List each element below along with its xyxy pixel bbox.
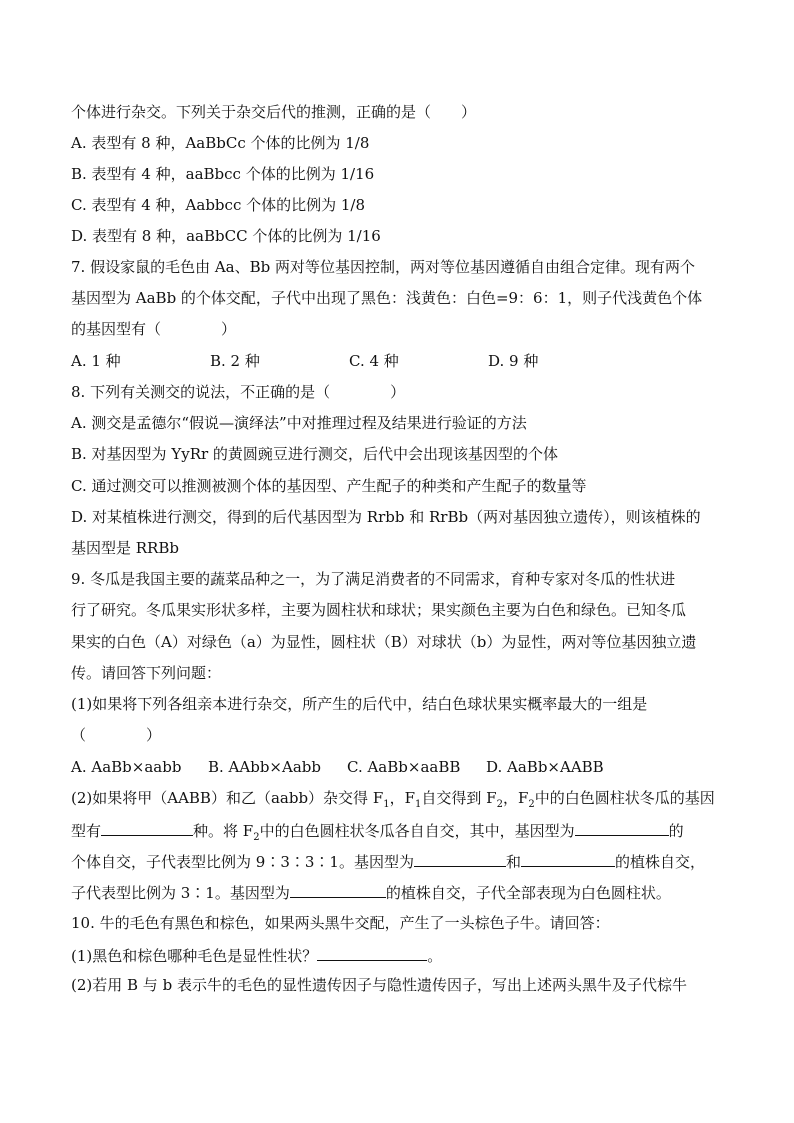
answer-blank[interactable]	[521, 850, 615, 867]
q9-sub2-line-1: (2)如果将甲（AABB）和乙（aabb）杂交得 $F_1$，$F_1$自交得到 $F_2$，$F_2$中的白色圆柱状冬瓜的基因	[71, 789, 715, 810]
q10-sub2: (2)若用 B 与 b 表示牛的毛色的显性遗传因子与隐性遗传因子，写出上述两头黑牛及子代棕牛	[71, 976, 687, 994]
q6-option-c: C. 表型有 4 种，Aabbcc 个体的比例为 1/8	[71, 196, 366, 214]
q7-option-d: D. 9 种	[488, 352, 539, 370]
q9-line-4: 传。请回答下列问题：	[71, 664, 222, 682]
q9-sub2-line-2: 型有 种。将 $F_2$中的白色圆柱状冬瓜各自自交，其中，基因型为 的	[71, 819, 684, 841]
q9-sub1-stem: (1)如果将下列各组亲本进行杂交，所产生的后代中，结白色球状果实概率最大的一组是	[71, 695, 648, 713]
q6-option-b: B. 表型有 4 种，aaBbcc 个体的比例为 1/16	[71, 165, 375, 183]
q9-line-1: 9. 冬瓜是我国主要的蔬菜品种之一，为了满足消费者的不同需求，育种专家对冬瓜的性状进	[71, 570, 676, 588]
q9-sub1-options	[71, 757, 604, 777]
q7-line-3: 的基因型有（ ）	[71, 320, 237, 338]
q7-line-1: 7. 假设家鼠的毛色由 Aa、Bb 两对等位基因控制，两对等位基因遵循自由组合定律。现有两个	[71, 258, 696, 276]
answer-blank[interactable]	[575, 819, 669, 836]
q9-sub2-line-4: 子代表型比例为 3∶1。基因型为 的植株自交，子代全部表现为白色圆柱状。	[71, 881, 671, 903]
q6-option-a: A. 表型有 8 种，AaBbCc 个体的比例为 1/8	[71, 134, 370, 152]
q6-option-d: D. 表型有 8 种，aaBbCC 个体的比例为 1/16	[71, 227, 381, 245]
answer-blank[interactable]	[414, 850, 506, 867]
q9-option-c: C. AaBb×aaBB	[347, 758, 461, 776]
q8-option-d-cont: 基因型是 RRBb	[71, 539, 179, 557]
q8-stem: 8. 下列有关测交的说法，不正确的是（ ）	[71, 383, 406, 401]
q8-option-a: A. 测交是孟德尔“假说—演绎法”中对推理过程及结果进行验证的方法	[71, 414, 527, 432]
q9-option-a: A. AaBb×aabb	[71, 758, 182, 776]
answer-blank[interactable]	[290, 881, 386, 898]
q9-sub2-line-3: 个体自交，子代表型比例为 9∶3∶3∶1。基因型为 和 的植株自交，	[71, 850, 705, 872]
answer-blank[interactable]	[317, 944, 427, 961]
q9-sub1-blank: （ ）	[71, 726, 162, 744]
q7-options	[71, 351, 538, 371]
q8-option-c: C. 通过测交可以推测被测个体的基因型、产生配子的种类和产生配子的数量等	[71, 477, 587, 495]
q10-stem: 10. 牛的毛色有黑色和棕色，如果两头黑牛交配，产生了一头棕色子牛。请回答：	[71, 914, 610, 932]
q8-option-d: D. 对某植株进行测交，得到的后代基因型为 Rrbb 和 RrBb（两对基因独立遗传），则该植株的	[71, 508, 701, 526]
q6-stem-end: 个体进行杂交。下列关于杂交后代的推测，正确的是（ ）	[71, 103, 477, 121]
q9-line-3: 果实的白色（A）对绿色（a）为显性，圆柱状（B）对球状（b）为显性，两对等位基因独立遗	[71, 633, 697, 651]
q9-line-2: 行了研究。冬瓜果实形状多样，主要为圆柱状和球状；果实颜色主要为白色和绿色。已知冬瓜	[71, 601, 687, 619]
answer-blank[interactable]	[101, 819, 193, 836]
q10-sub1: (1)黑色和棕色哪种毛色是显性性状？ 。	[71, 944, 442, 966]
q9-option-b: B. AAbb×Aabb	[208, 758, 321, 776]
q7-option-a: A. 1 种	[71, 352, 121, 370]
q7-option-c: C. 4 种	[349, 352, 399, 370]
q9-option-d: D. AaBb×AABB	[486, 758, 604, 776]
q7-line-2: 基因型为 AaBb 的个体交配，子代中出现了黑色：浅黄色：白色=9：6：1，则子代浅黄色个体	[71, 289, 703, 307]
q7-option-b: B. 2 种	[210, 352, 260, 370]
q8-option-b: B. 对基因型为 YyRr 的黄圆豌豆进行测交，后代中会出现该基因型的个体	[71, 445, 558, 463]
